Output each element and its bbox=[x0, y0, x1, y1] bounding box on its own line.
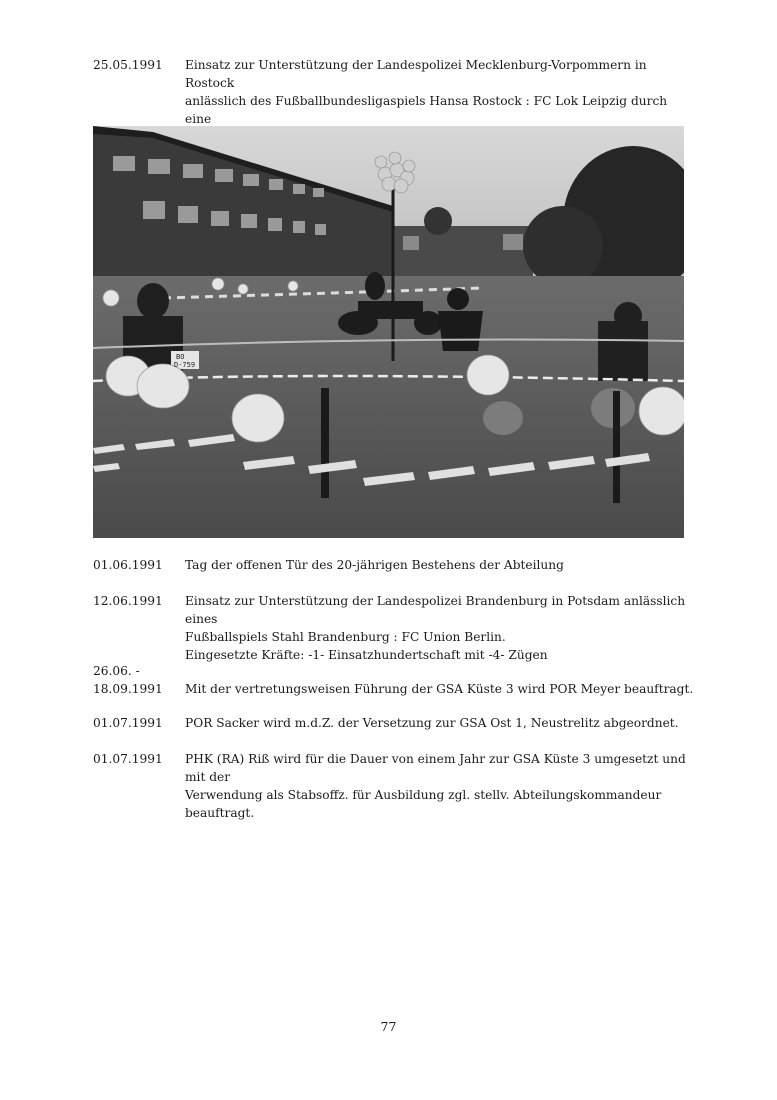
entry-date: 01.06.1991 bbox=[93, 558, 163, 572]
entry-date: 26.06. - 18.09.1991 bbox=[93, 664, 163, 696]
entry-text: Einsatz zur Unterstützung der Landespolizei Brandenburg in Potsdam anlässlich eines Fußballspiels Stahl Brandenburg : FC Union Berlin. Eingesetzte Kräfte: -1- Einsatzhundertschaft mit -4- Zügen bbox=[185, 594, 686, 662]
entry-date: 01.07.1991 bbox=[93, 716, 163, 730]
event-photo bbox=[93, 126, 684, 538]
entry-text: Tag der offenen Tür des 20-jährigen Bestehens der Abteilung bbox=[185, 558, 564, 572]
page-number: 77 bbox=[380, 1019, 397, 1034]
entry-text: POR Sacker wird m.d.Z. der Versetzung zur GSA Ost 1, Neustrelitz abgeordnet. bbox=[185, 716, 679, 730]
entry-text: Mit der vertretungsweisen Führung der GSA Küste 3 wird POR Meyer beauftragt. bbox=[185, 682, 694, 696]
entry-date: 01.07.1991 bbox=[93, 752, 163, 766]
license-plate-line-2: D-759 bbox=[174, 361, 196, 369]
entry-date: 12.06.1991 bbox=[93, 594, 163, 608]
entry-date: 25.05.1991 bbox=[93, 58, 163, 72]
entry-text: PHK (RA) Riß wird für die Dauer von einem Jahr zur GSA Küste 3 umgesetzt und mit der Verwendung als Stabsoffz. für Ausbildung zgl. stellv. Abteilungskommandeur beauftragt. bbox=[185, 752, 686, 820]
entry-text: Einsatz zur Unterstützung der Landespolizei Mecklenburg-Vorpommern in Rostock anlässlich des Fußballbundesligaspiels Hansa Rostock : FC Lok Leipzig durch eine bbox=[185, 58, 668, 126]
license-plate-line-1: BO bbox=[176, 353, 185, 361]
